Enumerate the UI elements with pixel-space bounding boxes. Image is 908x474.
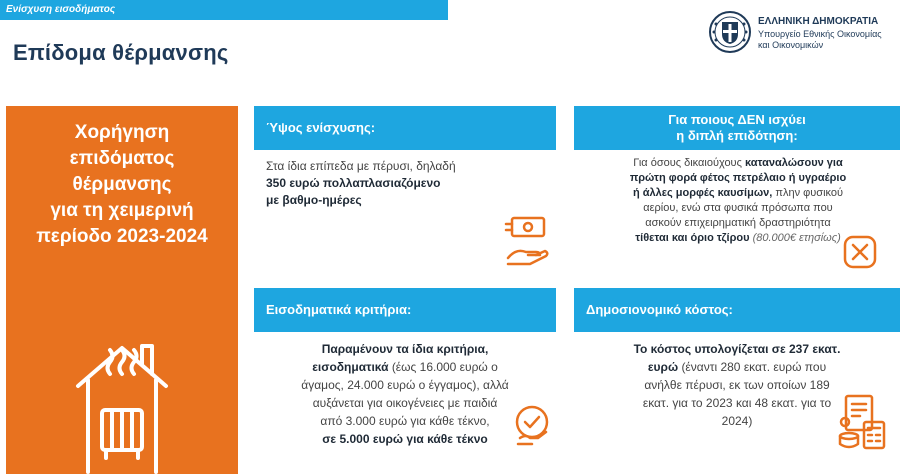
income-card-title: Εισοδηματικά κριτήρια: xyxy=(254,288,556,332)
exclusion-b2: πρώτη φορά φέτος πετρέλαιο ή υγραέριο xyxy=(629,172,847,184)
income-t4: από 3.000 ευρώ για κάθε τέκνο, xyxy=(320,414,490,428)
exclusion-title-2: η διπλή επιδότηση: xyxy=(676,128,798,143)
hero-line4: για τη χειμερινή xyxy=(50,200,194,221)
exclusion-t3: αερίου, ενώ στα φυσικά πρόσωπα που xyxy=(643,202,833,214)
amount-bold-1: 350 ευρώ πολλαπλασιαζόμενο xyxy=(266,176,441,190)
cost-t3: εκατ. για το 2023 και 48 εκατ. για το xyxy=(642,396,832,410)
amount-text: Στα ίδια επίπεδα με πέρυσι, δηλαδή xyxy=(266,159,456,173)
hero-panel xyxy=(6,106,238,474)
exclusion-note: (80.000€ ετησίως) xyxy=(752,232,841,244)
calculator-coins-icon xyxy=(836,392,888,450)
cost-card-title: Δημοσιονομικό κόστος: xyxy=(574,288,900,332)
amount-bold-2: με βαθμο-ημέρες xyxy=(266,193,362,207)
exclusion-t2: πλην φυσικού xyxy=(775,187,844,199)
income-b2: εισοδηματικά xyxy=(312,360,389,374)
income-b3: σε 5.000 ευρώ για κάθε τέκνο xyxy=(322,432,488,446)
cost-t2: ανήλθε πέρυσι, εκ των οποίων 189 xyxy=(644,378,830,392)
ministry-line1: Υπουργείο Εθνικής Οικονομίας xyxy=(758,29,882,39)
hand-check-icon xyxy=(512,404,552,448)
cost-b1: Το κόστος υπολογίζεται σε 237 εκατ. xyxy=(633,342,841,356)
exclusion-b1: καταναλώσουν για xyxy=(744,157,843,169)
amount-card-title: Ύψος ενίσχυσης: xyxy=(254,106,556,150)
ministry-name xyxy=(758,29,903,51)
exclusion-title-1: Για ποιους ΔΕΝ ισχύει xyxy=(668,112,806,127)
exclusion-t1: Για όσους δικαιούχους xyxy=(633,157,742,169)
hero-line2: επιδόματος xyxy=(69,148,175,169)
cost-t1: (έναντι 280 εκατ. ευρώ που xyxy=(681,360,827,374)
page-title: Επίδομα θέρμανσης xyxy=(13,40,229,65)
income-card-body xyxy=(254,332,556,474)
hero-title xyxy=(6,120,238,250)
income-b1: Παραμένουν τα ίδια κριτήρια, xyxy=(321,342,489,356)
hero-line1: Χορήγηση xyxy=(74,122,170,143)
ministry-line2: και Οικονομικών xyxy=(758,40,824,50)
house-radiator-icon xyxy=(72,324,172,474)
exclusion-t4: ασκούν επιχειρηματική δραστηριότητα xyxy=(645,217,831,229)
amount-card xyxy=(254,106,556,272)
cost-t4: 2024) xyxy=(721,414,753,428)
cost-b2: ευρώ xyxy=(647,360,679,374)
money-hand-icon xyxy=(504,214,550,266)
section-label: Ενίσχυση εισοδήματος xyxy=(0,0,448,20)
income-t3: αυξάνεται για οικογένειες με παιδιά xyxy=(312,396,498,410)
ministry-logo xyxy=(708,8,903,60)
income-t1: (έως 16.000 ευρώ ο xyxy=(391,360,498,374)
exclusion-b3: ή άλλες μορφές καυσίμων, xyxy=(632,187,773,199)
income-t2: άγαμος, 24.000 ευρώ ο έγγαμος), αλλά xyxy=(301,378,509,392)
hero-line5: περίοδο 2023-2024 xyxy=(36,226,208,247)
hero-line3: θέρμανσης xyxy=(72,174,172,195)
org-name: ΕΛΛΗΝΙΚΗ ΔΗΜΟΚΡΑΤΙΑ xyxy=(758,16,879,27)
income-card xyxy=(254,288,556,474)
exclusion-card xyxy=(574,106,900,272)
exclusion-card-title xyxy=(574,106,900,150)
exclusion-b4: τίθεται και όριο τζίρου xyxy=(635,232,750,244)
greek-seal-icon xyxy=(708,10,752,54)
cost-card xyxy=(574,288,900,474)
cross-circle-icon xyxy=(842,234,878,270)
